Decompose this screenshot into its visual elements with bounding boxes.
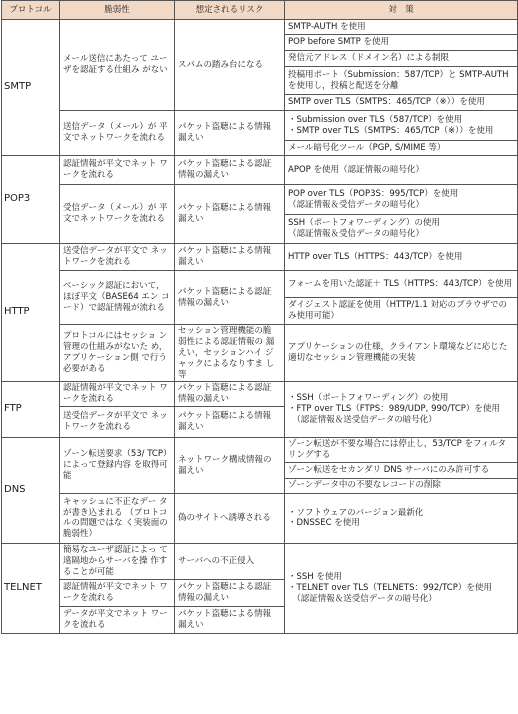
measure-cell: ・SSH を使用 ・TELNET over TLS（TELNETS：992/TCP）を使用 （認証情報＆送受信データの暗号化） [285, 543, 518, 633]
vulnerability-cell: データが平文でネット ワークを流れる [60, 606, 175, 633]
risk-cell: 偽のサイトへ誘導される [175, 493, 285, 543]
risk-cell: パケット盗聴による認証 情報の漏えい [175, 382, 285, 407]
measure-cell: ゾーン転送をセカンダリ DNS サーバにのみ許可する [285, 462, 518, 478]
measure-cell: ゾーン転送が不要な場合には停止し，53/TCP をフィルタリングする [285, 438, 518, 463]
measure-cell: ・Submission over TLS（587/TCP）を使用 ・SMTP over TLS（SMTPS：465/TCP（※））を使用 [285, 111, 518, 141]
vulnerability-cell: 送受信データが平文で ネットワークを流れる [60, 244, 175, 271]
protocol-name: SMTP [2, 20, 60, 156]
vulnerability-cell: 認証情報が平文でネット ワークを流れる [60, 579, 175, 606]
measure-cell: 発信元アドレス（ドメイン名）による制限 [285, 51, 518, 67]
table-row [2, 20, 518, 35]
vulnerability-cell: ベーシック認証において， ほぼ平文（BASE64 エン コード）で認証情報が流れる [60, 271, 175, 325]
measure-cell: フォームを用いた認証＋ TLS（HTTPS：443/TCP）を使用 [285, 271, 518, 298]
measure-cell: ・ソフトウェアのバージョン最新化 ・DNSSEC を使用 [285, 493, 518, 543]
vulnerability-cell: プロトコルにはセッショ ン管理の仕組みがないた め，アプリケーション側 で行う必要がある [60, 325, 175, 382]
risk-cell: セッション管理機能の脆 弱性による認証情報の 漏えい，セッションハイ ジャックによるなりすま し等 [175, 325, 285, 382]
risk-cell: パケット盗聴による情報 漏えい [175, 407, 285, 438]
header-vulnerability: 脆弱性 [60, 1, 175, 20]
measure-cell: ダイジェスト認証を使用（HTTP/1.1 対応のブラウザでのみ使用可能） [285, 298, 518, 325]
risk-cell: パケット盗聴による情報 漏えい [175, 244, 285, 271]
measure-cell: 投稿用ポート（Submission：587/TCP）と SMTP-AUTH を使用し，投稿と配送を分離 [285, 67, 518, 95]
vulnerability-cell: 受信データ（メール）が 平文でネットワークを流れる [60, 185, 175, 244]
table-row [2, 244, 518, 271]
risk-cell: パケット盗聴による情報 漏えい [175, 606, 285, 633]
vulnerability-cell: 簡易なユーザ認証によっ て遠隔地からサーバを操 作することが可能 [60, 543, 175, 579]
risk-cell: スパムの踏み台になる [175, 20, 285, 111]
risk-cell: パケット盗聴による認証 情報の漏えい [175, 271, 285, 325]
vulnerability-cell: キャッシュに不正なデー タが書き込まれる （プロトコルの問題ではな く実装面の脆弱性） [60, 493, 175, 543]
measure-cell: HTTP over TLS（HTTPS：443/TCP）を使用 [285, 244, 518, 271]
header-protocol: プロトコル [2, 1, 60, 20]
measure-cell: メール暗号化ツール（PGP, S/MIME 等） [285, 141, 518, 156]
table-row [2, 493, 518, 543]
risk-cell: パケット盗聴による認証 情報の漏えい [175, 156, 285, 185]
risk-cell: パケット盗聴による情報 漏えい [175, 111, 285, 156]
measure-cell: POP before SMTP を使用 [285, 35, 518, 51]
protocol-name: FTP [2, 382, 60, 438]
table-row [2, 325, 518, 382]
protocol-name: DNS [2, 438, 60, 544]
measure-cell: SMTP-AUTH を使用 [285, 20, 518, 35]
measure-cell: SSH（ポートフォワーディング）の使用 （認証情報＆受信データの暗号化） [285, 215, 518, 244]
vulnerability-cell: メール送信にあたって ユーザを認証する仕組み がない [60, 20, 175, 111]
vulnerability-cell: 送受信データが平文で ネットワークを流れる [60, 407, 175, 438]
table-row [2, 543, 518, 579]
header-measure: 対 策 [285, 1, 518, 20]
risk-cell: サーバへの不正侵入 [175, 543, 285, 579]
table-row [2, 382, 518, 407]
table-row [2, 111, 518, 141]
protocol-name: TELNET [2, 543, 60, 633]
header-risk: 想定されるリスク [175, 1, 285, 20]
protocol-name: HTTP [2, 244, 60, 382]
table-body [2, 20, 518, 634]
vulnerability-cell: 送信データ（メール）が 平文でネットワークを流れる [60, 111, 175, 156]
measure-cell: SMTP over TLS（SMTPS：465/TCP（※））を使用 [285, 95, 518, 111]
risk-cell: パケット盗聴による認証 情報の漏えい [175, 579, 285, 606]
table-row [2, 185, 518, 215]
measure-cell: アプリケーションの仕様，クライアント環境などに応じた適切なセッション管理機能の実装 [285, 325, 518, 382]
protocol-name: POP3 [2, 156, 60, 244]
risk-cell: パケット盗聴による情報 漏えい [175, 185, 285, 244]
security-measures-table [1, 0, 518, 634]
vulnerability-cell: ゾーン転送要求（53/ TCP）によって登録内容 を取得可能 [60, 438, 175, 494]
measure-cell: ゾーンデータ中の不要なレコードの削除 [285, 478, 518, 493]
measure-cell: APOP を使用（認証情報の暗号化） [285, 156, 518, 185]
measure-cell: ・SSH（ポートフォワーディング）の使用 ・FTP over TLS（FTPS：989/UDP, 990/TCP）を使用 （認証情報＆送受信データの暗号化） [285, 382, 518, 438]
risk-cell: ネットワーク構成情報の 漏えい [175, 438, 285, 494]
measure-cell: POP over TLS（POP3S：995/TCP）を使用 （認証情報＆受信データの暗号化） [285, 185, 518, 215]
table-row [2, 271, 518, 298]
table-row [2, 156, 518, 185]
vulnerability-cell: 認証情報が平文でネット ワークを流れる [60, 156, 175, 185]
table-row [2, 438, 518, 463]
table-header-row [2, 1, 518, 20]
vulnerability-cell: 認証情報が平文でネット ワークを流れる [60, 382, 175, 407]
